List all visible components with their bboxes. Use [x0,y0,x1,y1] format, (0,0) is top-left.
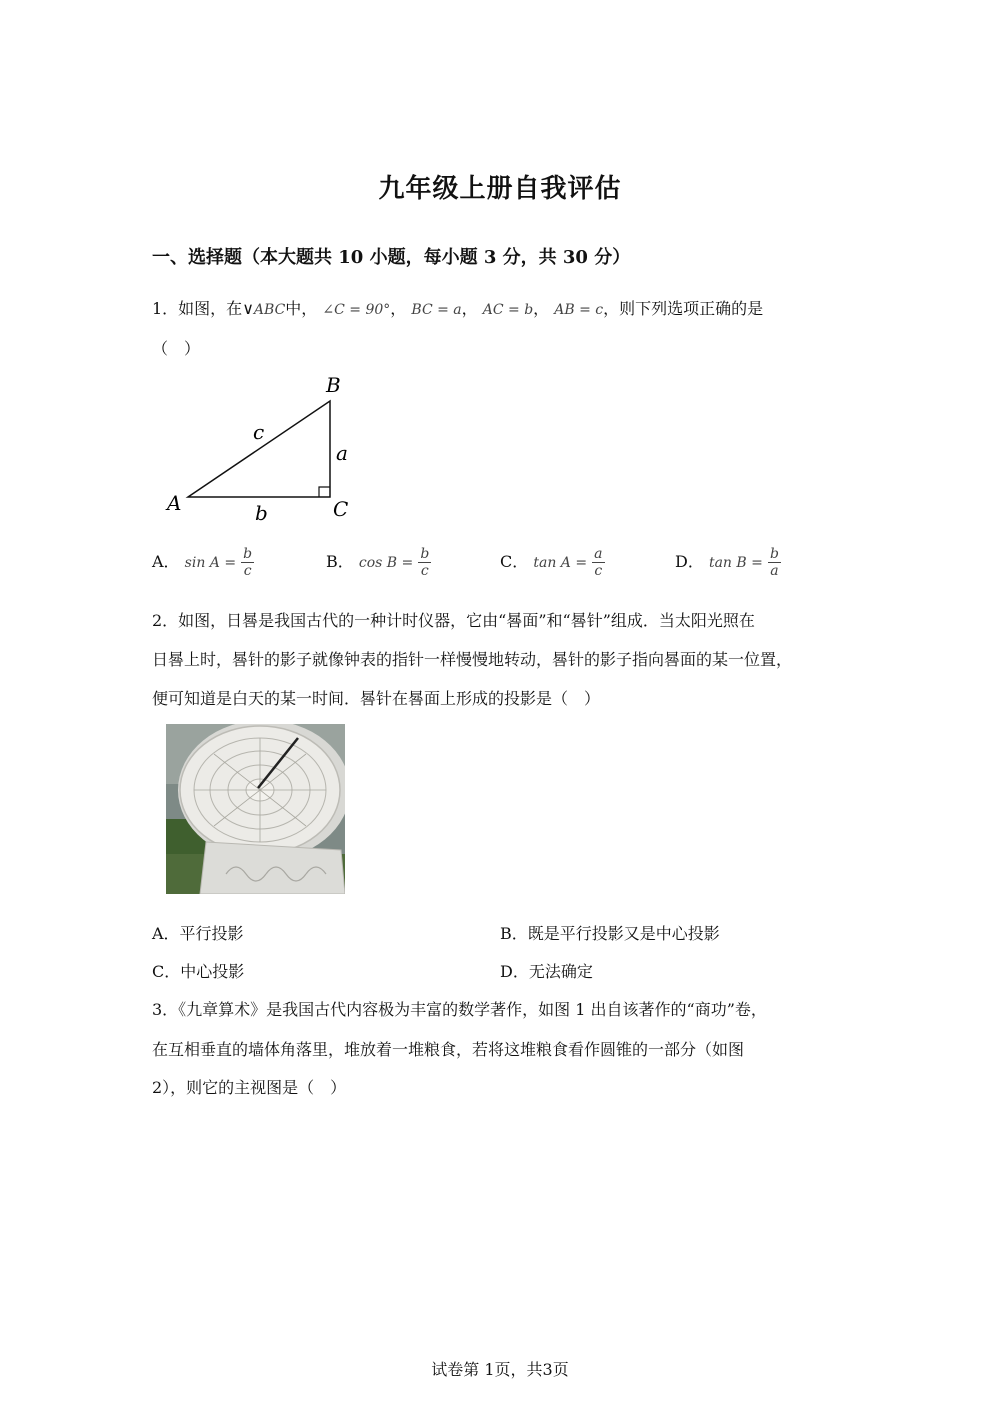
q1-cond-ab: AB = c [554,302,604,318]
side-a-label: a [336,441,348,465]
q1-prefix: 1．如图，在 [152,299,243,318]
q1-option-b[interactable] [326,546,431,579]
fraction-denominator: c [594,563,603,579]
fraction-numerator: b [769,546,779,562]
option-fraction [241,546,254,579]
option-func: sin A = [184,555,237,571]
vertex-A-label: A [167,491,182,515]
fraction-numerator: b [420,546,430,562]
fraction-numerator: b [243,546,253,562]
section-heading: 一、选择题（本大题共 10 小题，每小题 3 分，共 30 分） [152,247,631,268]
option-label: A． [152,552,180,571]
option-func: cos B = [358,555,414,571]
q2-option-a[interactable]: A．平行投影 [152,924,244,943]
q1-sep: ， [533,299,550,318]
option-func: tan B = [708,555,763,571]
fraction-denominator: a [770,563,779,579]
page-title: 九年级上册自我评估 [378,174,622,204]
option-fraction [418,546,431,579]
triangle-symbol: ∨ [242,299,254,318]
q1-cond-angle: ∠C = 90° [322,302,391,318]
q1-triangle-name: ABC [253,302,286,318]
q1-option-d[interactable] [675,546,781,579]
q3-stem-line-1: 3．《九章算术》是我国古代内容极为丰富的数学著作，如图 1 出自该著作的“商功”卷， [152,1000,767,1019]
option-label: D． [675,552,704,571]
q2-stem-line-1: 2．如图，日晷是我国古代的一种计时仪器，它由“晷面”和“晷针”组成．当太阳光照在 [152,611,755,630]
option-fraction [592,546,604,579]
sundial-photo [166,724,345,894]
q2-option-c[interactable]: C．中心投影 [152,962,245,981]
q2-option-b[interactable]: B．既是平行投影又是中心投影 [500,924,720,943]
q1-stem [152,299,763,320]
right-triangle-figure [160,370,370,530]
option-func: tan A = [533,555,588,571]
option-label: C． [500,552,529,571]
q3-stem-line-2: 在互相垂直的墙体角落里，堆放着一堆粮食，若将这堆粮食看作圆锥的一部分（如图 [152,1040,745,1059]
vertex-C-label: C [333,497,349,521]
side-b-label: b [255,501,268,525]
q1-cond-bc: BC = a [411,302,462,318]
vertex-B-label: B [326,373,341,397]
q1-option-a[interactable] [152,546,254,579]
q1-option-c[interactable] [500,546,605,579]
q1-answer-paren: （ ） [152,339,201,358]
q2-stem-line-3: 便可知道是白天的某一时间．晷针在晷面上形成的投影是（ ） [152,689,601,708]
option-label: B． [326,552,354,571]
q1-sep: ， [461,299,478,318]
option-fraction [768,546,781,579]
fraction-numerator: a [594,546,603,562]
q1-cond-ac: AC = b [482,302,534,318]
q1-mid: 中， [285,299,318,318]
q2-option-d[interactable]: D．无法确定 [500,962,593,981]
q3-stem-line-3: 2），则它的主视图是（ ） [152,1078,347,1097]
side-c-label: c [253,420,265,444]
q2-stem-line-2: 日晷上时，晷针的影子就像钟表的指针一样慢慢地转动，晷针的影子指向晷面的某一位置， [152,650,793,669]
page-footer: 试卷第 1页，共3页 [431,1360,569,1379]
fraction-denominator: c [420,563,429,579]
q1-suffix: ，则下列选项正确的是 [603,299,764,318]
fraction-denominator: c [243,563,252,579]
q1-sep: ， [390,299,407,318]
